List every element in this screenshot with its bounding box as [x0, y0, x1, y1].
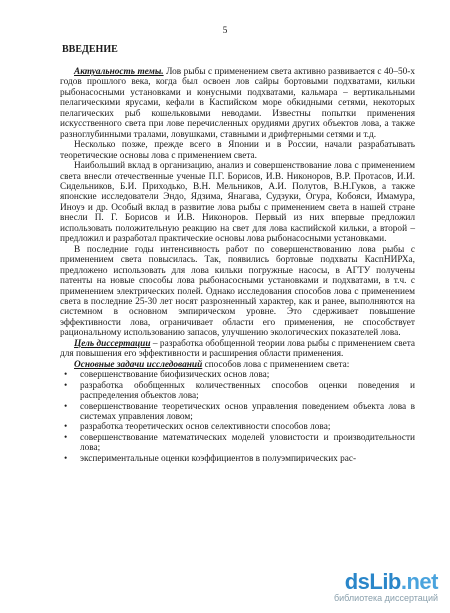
paragraph-contributors: Наибольший вклад в организацию, анализ и совершенствование лова с применением света внесли отечественные ученые П.Г. Борисов, И.В. Никоноров, В.Р. Протасов, И.И. Сидельников, Б.И. Приходько, В.Н. Мельников, А.И. Полутов, В.Н.Гуков, а также японские исследователи Эндо, Ядзима, Янагава, Судзуки, Огура, Кобояси, Имамура, Иноуэ и др. Особый вклад в развитие лова рыбы с применением света в нашей стране внесли П. Г. Борисов и И.В. Никоноров. Первый из них впервые предложил использовать положительную реакцию на свет для лова каспийской кильки, а второй – предложил и разработал практические основы лова рыбонасосными установками.	[60, 161, 415, 245]
list-item: • совершенствование биофизических основ лова;	[74, 370, 415, 380]
tasks-intro-text: способов лова с применением света:	[202, 359, 350, 370]
watermark-subtitle: библиотека диссертаций	[333, 593, 438, 603]
relevance-text: Лов рыбы с применением света активно развивается с 40–50-х годов прошлого века, когда был освоен лов сайры бортовыми подхватами, кильки рыбонасосными установками и конусными подхватами, кальмара – вертикальными пелагическими ярусами, кефали в Каспийском море обкидными сетями, некоторых пелагических рыб кошельковыми неводами. Известны попытки применения искусственного света при лове перечисленных орудиями других объектов лова, а также разноглубинными тралами, ловушками, ставными и дрифтерными сетями и т.д.	[60, 67, 415, 140]
section-title: ВВЕДЕНИЕ	[62, 44, 118, 55]
tasks-heading: Основные задачи исследований	[74, 359, 203, 370]
tasks-list	[60, 370, 415, 464]
list-item: • разработка обобщенных количественных способов оценки поведения и распределения объектов лова;	[74, 381, 415, 402]
paragraph-theory: Несколько позже, прежде всего в Японии и в России, начали разрабатывать теоретические основы лова с применением света.	[60, 140, 415, 161]
paragraph-relevance	[60, 67, 415, 140]
document-body	[60, 67, 415, 464]
paragraph-recent-work: В последние годы интенсивность работ по совершенствованию лова рыбы с применением света повысилась. Так, появились бортовые подхваты КаспНИРХа, предложено использовать для лова кильки погружные насосы, в АГТУ получены патенты на новые способы лова рыбонасосными установками и подхватами, в т.ч. с применением электрических полей. Однако исследования способов лова с применением света в последние 25-30 лет носят разрозненный характер, как и ранее, выполняются на системном в основном эмпирическом уровне. Это сдерживает повышение эффективности лова, ограничивает области его применения, не способствует рациональному использованию запасов, улучшению экологических показателей лова.	[60, 244, 415, 339]
paragraph-goal	[60, 339, 415, 360]
list-item: • совершенствование теоретических основ управления поведением объекта лова в системах управления ловом;	[74, 402, 415, 423]
watermark-logo: dsLib.net	[344, 569, 438, 594]
paragraph-tasks-intro	[60, 360, 415, 370]
goal-heading: Цель диссертации	[74, 338, 151, 349]
relevance-heading: Актуальность темы.	[74, 67, 164, 77]
watermark	[334, 569, 438, 603]
list-item: • разработка теоретических основ селективности способов лова;	[74, 422, 415, 432]
page-number: 5	[222, 26, 228, 36]
goal-text: – разработка обобщенной теории лова рыбы с применением света для повышения его эффективности и расширения области применения.	[60, 338, 415, 360]
list-item: • совершенствование математических моделей уловистости и производительности лова;	[74, 433, 415, 454]
list-item: • экспериментальные оценки коэффициентов в полуэмпирических рас-	[74, 454, 415, 464]
